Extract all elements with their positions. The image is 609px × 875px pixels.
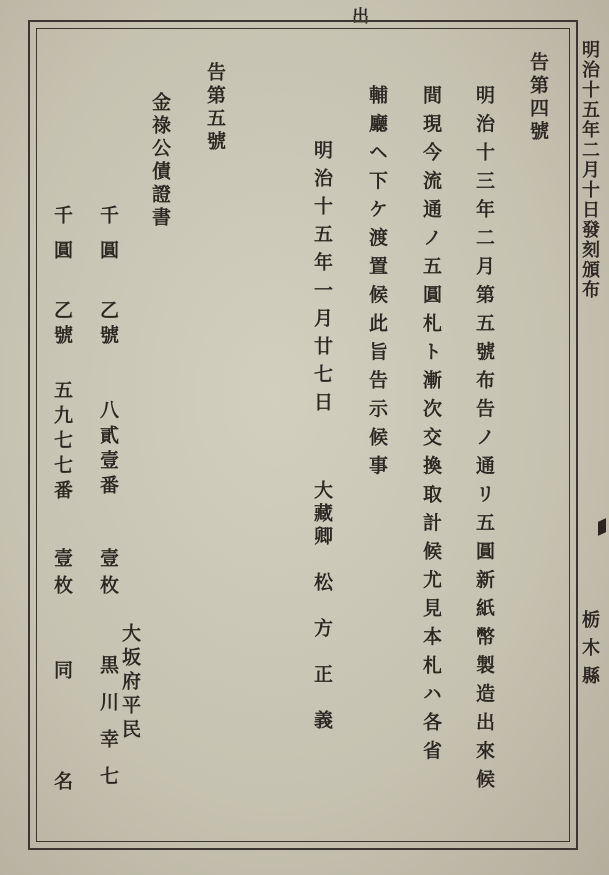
edge-ink-mark [598,518,606,536]
bond-1-count: 壹枚 [97,548,119,602]
bond-2-series: 乙號 [51,300,73,350]
notice4-signer: 大藏卿 松 方 正 義 [311,480,333,733]
bond-1-owner-name: 黒川幸七 [97,655,119,803]
bond-1-amount: 千圓 [97,205,119,275]
bond-2-number: 五九七七番 [51,380,73,505]
notice5-subheading: 金祿公債證書 [149,92,171,230]
page-header-mark: 出 [352,7,369,27]
notice5-heading: 告第五號 [204,62,226,154]
notice4-line-2: 間現今流通ノ五圓札ト漸次交換取計候尤見本札ハ各省 [420,85,442,769]
prefecture-label: 栃木縣 [579,610,600,694]
publication-date-line: 明治十五年二月十日發刻頒布 [579,40,600,300]
notice4-date: 明治十五年一月廿七日 [311,140,333,420]
notice4-line-3: 輔廳ヘ下ケ渡置候此旨告示候事 [366,85,388,484]
bond-1-number: 八貳壹番 [97,400,119,500]
notice4-line-1: 明治十三年二月第五號布告ノ通リ五圓新紙幣製造出來候 [473,85,495,798]
bond-2-count: 壹枚 [51,548,73,602]
bond-1-owner-address: 大坂府平民 [119,623,141,743]
notice4-heading: 告第四號 [527,52,549,144]
bond-2-amount: 千圓 [51,205,73,275]
bond-1-series: 乙號 [97,300,119,350]
bond-2-owner-name: 同 名 [51,660,73,808]
